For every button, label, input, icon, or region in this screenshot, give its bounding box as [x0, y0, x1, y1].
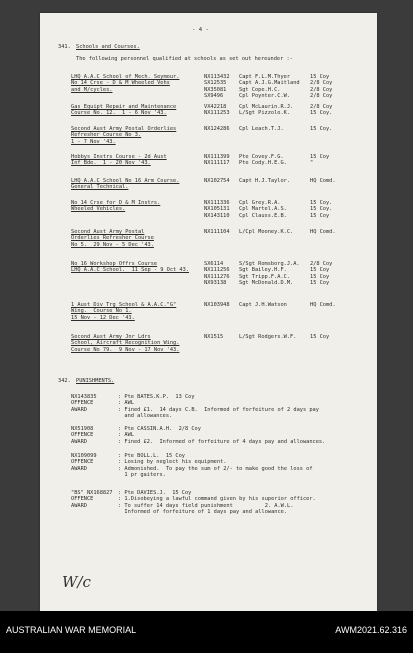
- course-name-line: Orderlies Refresher Course: [71, 235, 154, 242]
- section-number: 342.: [58, 378, 71, 384]
- offence-text: : AWL: [118, 432, 134, 439]
- person-name: Capt H.J.Taylor.: [239, 178, 291, 184]
- person-unit: HQ Comd.: [310, 302, 336, 308]
- course-name-line: Course No 79. 9 Nov - 17 Nov '43.: [71, 346, 180, 353]
- course-name-line: LHQ A.A.C School No 16 Arm Course.: [71, 178, 180, 184]
- person-name: Sgt Tripp.F.A.C.: [239, 273, 291, 280]
- course-name-line: Second Aust Army Jnr Ldrs: [71, 334, 151, 340]
- page-number: - 4 -: [192, 27, 209, 33]
- service-number: NX111104: [204, 229, 230, 235]
- document-page: [40, 13, 377, 611]
- person-name: Cpl McLaurin.R.J.: [239, 104, 294, 110]
- person-name: Cpl Clauss.E.B.: [239, 212, 287, 219]
- service-number: NX111336: [204, 200, 230, 206]
- course-name-line: Gas Equipt Repair and Maintenance: [71, 104, 177, 110]
- course-name-line: Course No. 12. 1 - 6 Nov '43.: [71, 110, 167, 117]
- award-text: and allowances.: [118, 413, 173, 420]
- course-name-line: 15 Nov - 12 Dec '43.: [71, 314, 135, 321]
- person-name: Sgt McDonald.D.M.: [239, 280, 294, 287]
- course-name-line: Hobbys Instrs Course - 2d Aust: [71, 154, 167, 160]
- service-number: NX51908: [71, 426, 94, 432]
- service-number: NX143110: [204, 212, 230, 219]
- award-text: : To suffer 14 days field punishment 2. A.W.L.: [118, 502, 294, 509]
- service-number: NX111276: [204, 273, 230, 280]
- service-number: "BS" NX168827: [71, 490, 113, 496]
- course-name-line: 1 - 7 Nov '43.: [71, 138, 116, 145]
- person-unit: 2/8 Coy: [310, 86, 333, 93]
- person-unit: 2/8 Coy: [310, 93, 333, 100]
- course-name-line: School, Aircraft Recognition Wing.: [71, 340, 180, 347]
- award-label: AWARD: [71, 406, 87, 413]
- person-name: L/Cpl Mooney.K.C.: [239, 229, 294, 235]
- service-number: SX9496: [204, 93, 224, 100]
- award-label: AWARD: [71, 438, 87, 445]
- offender: : Pte DAVIES.J. 15 Coy: [118, 490, 192, 496]
- footer-institution: AUSTRALIAN WAR MEMORIAL: [6, 625, 137, 635]
- award-text: : Fined £1. 14 days C.B. Informed of forfeiture of 2 days pay: [118, 406, 319, 413]
- person-name: Sgt Bailey.H.F.: [239, 267, 287, 274]
- service-number: NX102754: [204, 178, 230, 184]
- section-heading: Schools and Courses.: [76, 44, 140, 50]
- service-number: NX143835: [71, 394, 97, 400]
- service-number: SX6114: [204, 261, 224, 267]
- course-name-line: Inf Bde. 1 - 20 Nov '43.: [71, 160, 151, 167]
- award-label: AWARD: [71, 502, 87, 509]
- service-number: NX105131: [204, 206, 230, 213]
- service-number: SX12535: [204, 80, 227, 87]
- person-unit: 15 Coy: [310, 334, 330, 340]
- course-name-line: 1 Aust Div Trg School & A.A.C."G": [71, 302, 177, 308]
- person-name: Pte Covey.F.G.: [239, 154, 284, 160]
- offence-text: : AWL: [118, 400, 134, 407]
- person-unit: 2/8 Coy: [310, 261, 333, 267]
- service-number: NX35081: [204, 86, 227, 93]
- award-text: : Fined £2. Informed of forfeiture of 4 days pay and allowances.: [118, 438, 326, 445]
- course-name-line: Second Aust Army Postal Orderlies: [71, 126, 177, 132]
- person-name: S/Sgt Romsborg.J.A.: [239, 261, 300, 267]
- section-intro: The following personnel qualified at schools as set out hereunder :-: [76, 56, 293, 62]
- award-text: 1 pr gaiters.: [118, 472, 166, 479]
- course-name-line: LHQ A.A.C School. 11 Sep - 9 Oct 43.: [71, 267, 189, 274]
- person-name: Capt J.H.Watson: [239, 302, 287, 308]
- footer-bar: [0, 611, 413, 653]
- course-name-line: No 16 Workshop Offrs Course: [71, 261, 158, 267]
- service-number: NX93138: [204, 280, 227, 287]
- handwritten-initials: W/c: [62, 573, 91, 591]
- course-name-line: No 14 Crse for D & M Instrs.: [71, 200, 161, 206]
- person-name: L/Sgt Rodgers.W.F.: [239, 334, 297, 340]
- service-number: NX111399: [204, 154, 230, 160]
- award-label: AWARD: [71, 465, 87, 472]
- person-name: L/Sgt Pizzolo.K.: [239, 110, 291, 117]
- service-number: NX111256: [204, 267, 230, 274]
- section-heading: PUNISHMENTS.: [76, 378, 115, 384]
- award-text: : Admonished. To pay the sum of 2/- to make good the loss of: [118, 465, 313, 472]
- person-unit: 15 Coy: [310, 267, 330, 274]
- person-unit: 15 Coy: [310, 212, 330, 219]
- service-number: NX111117: [204, 160, 230, 167]
- offence-text: : 1.Disobeying a lawful command given by his superior officer.: [118, 496, 316, 503]
- offender: : Pte BOLL.L. 15 Coy: [118, 453, 185, 459]
- course-name-line: Second Aust Army Postal: [71, 229, 145, 235]
- award-text: Informed of forfeiture of 1 days pay and allowance.: [118, 509, 288, 516]
- person-unit: 15 Coy: [310, 74, 330, 80]
- section-number: 341.: [58, 44, 71, 50]
- offender: : Pte BATES.K.P. 13 Coy: [118, 394, 195, 400]
- service-number: VX42218: [204, 104, 227, 110]
- offence-label: OFFENCE: [71, 400, 94, 407]
- course-name-line: Refresher Course No 3.: [71, 132, 142, 139]
- service-number: NX109099: [71, 453, 97, 459]
- person-unit: 15 Coy.: [310, 110, 333, 117]
- service-number: NX1515: [204, 334, 224, 340]
- offence-label: OFFENCE: [71, 432, 94, 439]
- person-unit: HQ Comd.: [310, 229, 336, 235]
- person-unit: 2/8 Coy: [310, 104, 333, 110]
- offence-label: OFFENCE: [71, 459, 94, 466]
- person-unit: HQ Comd.: [310, 178, 336, 184]
- person-unit: 15 Coy.: [310, 206, 333, 213]
- person-unit: 15 Coy: [310, 273, 330, 280]
- person-name: Cpl Grey.R.A.: [239, 200, 281, 206]
- service-number: NX111253: [204, 110, 230, 117]
- course-name-line: Wing. Course No 1.: [71, 308, 132, 315]
- person-name: Capt A.J.G.Maitland: [239, 80, 300, 87]
- person-unit: 15 Coy.: [310, 126, 333, 132]
- person-unit: 15 Coy: [310, 154, 330, 160]
- service-number: NX113432: [204, 74, 230, 80]
- person-name: Cpl Poynter.C.W.: [239, 93, 291, 100]
- person-name: Sgt Cope.H.C.: [239, 86, 281, 93]
- course-name-line: Wheeled Vehicles.: [71, 206, 126, 213]
- person-unit: 15 Coy.: [310, 200, 333, 206]
- footer-reference: AWM2021.62.316: [335, 625, 407, 635]
- course-name-line: and M/cycles.: [71, 86, 113, 93]
- course-name-line: No 5. 29 Nov - 5 Dec '43.: [71, 241, 154, 248]
- person-unit: ": [310, 160, 314, 167]
- service-number: NX103948: [204, 302, 230, 308]
- offender: : Pte CASSIN.A.H. 2/8 Coy: [118, 426, 201, 432]
- service-number: NX124286: [204, 126, 230, 132]
- person-unit: 2/8 Coy: [310, 80, 333, 87]
- person-name: Cpl Leach.T.J.: [239, 126, 284, 132]
- person-name: Cpl Martel.A.S.: [239, 206, 287, 213]
- offence-label: OFFENCE: [71, 496, 94, 503]
- person-unit: 15 Coy: [310, 280, 330, 287]
- offence-text: : Losing by neglect his equipment.: [118, 459, 227, 466]
- course-name-line: General Technical.: [71, 184, 129, 191]
- course-name-line: LHQ A.A.C School of Mech. Seymour.: [71, 74, 180, 80]
- person-name: Capt F.L.M.Thyer: [239, 74, 291, 80]
- person-name: Pte Cody.H.E.G.: [239, 160, 287, 167]
- course-name-line: No 14 Crse - D & M Wheeled Vehs: [71, 80, 170, 87]
